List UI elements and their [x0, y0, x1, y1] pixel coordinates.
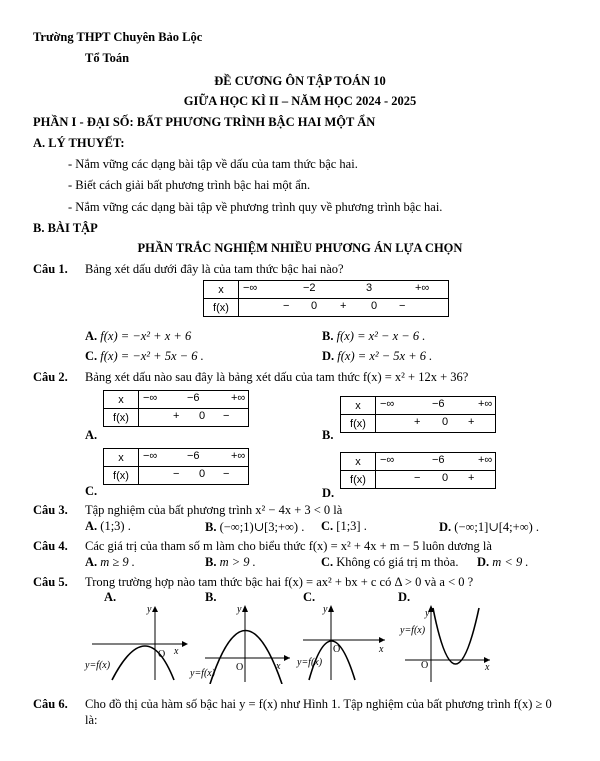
- sign-table-q2-d: x −∞ −6 +∞ f(x) − 0 +: [340, 452, 496, 489]
- sign-table-q2-a: x −∞ −6 +∞ f(x) + 0 −: [103, 390, 249, 427]
- school-name: Trường THPT Chuyên Bảo Lộc: [33, 30, 203, 44]
- option-a[interactable]: A. m ≥ 9 .: [85, 555, 135, 569]
- question-label: Câu 4.: [33, 539, 68, 553]
- option-d[interactable]: D.: [398, 590, 411, 604]
- option-b[interactable]: B.: [322, 428, 334, 442]
- option-c[interactable]: C. [1;3] .: [321, 519, 367, 533]
- svg-text:O: O: [333, 644, 341, 655]
- exercise-subheading: PHẦN TRẮC NGHIỆM NHIỀU PHƯƠNG ÁN LỰA CHỌN: [137, 241, 463, 255]
- graph-label: y=f(x): [400, 625, 426, 636]
- svg-text:y: y: [147, 604, 152, 615]
- question-text: Bảng xét dấu nào sau đây là bảng xét dấu của tam thức f(x) = x² + 12x + 36?: [85, 370, 469, 384]
- parabola-curve: [210, 631, 282, 685]
- question-label: Câu 5.: [33, 575, 68, 589]
- svg-text:y: y: [425, 608, 430, 619]
- graph-c: [295, 602, 395, 682]
- sign-table-q2-b: x −∞ −6 +∞ f(x) + 0 +: [340, 396, 496, 433]
- question-text: Cho đồ thị của hàm số bậc hai y = f(x) như Hình 1. Tập nghiệm của bất phương trình f(x) ≥ 0: [85, 697, 552, 711]
- graph-label: y=f(x): [297, 657, 323, 668]
- svg-text:y: y: [237, 604, 242, 615]
- option-d[interactable]: D. m < 9 .: [477, 555, 529, 569]
- svg-text:x: x: [276, 661, 281, 672]
- option-c[interactable]: C.: [303, 590, 316, 604]
- sign-table-q1: x −∞ −2 3 +∞ f(x) − 0 + 0 −: [203, 280, 449, 317]
- theory-item: - Nắm vững các dạng bài tập về phương trình quy về phương trình bậc hai.: [68, 200, 443, 214]
- table-fx-label: f(x): [204, 299, 239, 317]
- option-b[interactable]: B. m > 9 .: [205, 555, 256, 569]
- parabola-curve: [433, 608, 479, 664]
- question-label: Câu 1.: [33, 262, 68, 276]
- option-d[interactable]: D.: [322, 486, 335, 500]
- option-a[interactable]: A. f(x) = −x² + x + 6: [85, 329, 192, 343]
- question-text: Tập nghiệm của bất phương trình x² − 4x + 3 < 0 là: [85, 503, 343, 517]
- svg-text:x: x: [485, 662, 490, 673]
- theory-item: - Biết cách giải bất phương trình bậc hai một ẩn.: [68, 178, 311, 192]
- option-c[interactable]: C. Không có giá trị m thỏa.: [321, 555, 459, 569]
- part-heading: PHẦN I - ĐẠI SỐ: BẤT PHƯƠNG TRÌNH BẬC HAI MỘT ẨN: [33, 115, 376, 129]
- option-a[interactable]: A.: [104, 590, 117, 604]
- question-label: Câu 3.: [33, 503, 68, 517]
- department: Tổ Toán: [85, 51, 130, 65]
- svg-text:y: y: [323, 604, 328, 615]
- theory-heading: A. LÝ THUYẾT:: [33, 136, 125, 150]
- option-d[interactable]: D. f(x) = x² − 5x + 6 .: [322, 349, 433, 363]
- svg-text:O: O: [158, 649, 166, 660]
- doc-title: ĐỀ CƯƠNG ÔN TẬP TOÁN 10: [214, 74, 386, 88]
- option-b[interactable]: B. f(x) = x² − x − 6 .: [322, 329, 426, 343]
- option-d[interactable]: D. (−∞;1]∪[4;+∞) .: [439, 520, 540, 534]
- graph-d: [395, 602, 495, 684]
- exercise-heading: B. BÀI TẬP: [33, 221, 98, 235]
- question-text-cont: là:: [85, 713, 98, 727]
- svg-text:O: O: [421, 660, 429, 671]
- option-a[interactable]: A.: [85, 428, 98, 442]
- question-text: Các giá trị của tham số m làm cho biểu thức f(x) = x² + 4x + m − 5 luôn dương là: [85, 539, 492, 553]
- option-b[interactable]: B. (−∞;1)∪[3;+∞) .: [205, 520, 305, 534]
- question-label: Câu 2.: [33, 370, 68, 384]
- question-text: Bảng xét dấu dưới đây là của tam thức bậc hai nào?: [85, 262, 344, 276]
- graph-label: y=f(x): [190, 668, 216, 679]
- svg-text:x: x: [379, 644, 384, 655]
- doc-subtitle: GIỮA HỌC KÌ II – NĂM HỌC 2024 - 2025: [183, 94, 417, 108]
- svg-text:x: x: [174, 646, 179, 657]
- svg-text:O: O: [236, 662, 244, 673]
- graph-label: y=f(x): [85, 660, 111, 671]
- sign-table-q2-c: x −∞ −6 +∞ f(x) − 0 −: [103, 448, 249, 485]
- option-c[interactable]: C. f(x) = −x² + 5x − 6 .: [85, 349, 204, 363]
- table-x-label: x: [204, 281, 239, 299]
- option-a[interactable]: A. (1;3) .: [85, 519, 131, 533]
- option-c[interactable]: C.: [85, 484, 98, 498]
- question-text: Trong trường hợp nào tam thức bậc hai f(x) = ax² + bx + c có Δ > 0 và a < 0 ?: [85, 575, 474, 589]
- option-b[interactable]: B.: [205, 590, 217, 604]
- question-label: Câu 6.: [33, 697, 68, 711]
- theory-item: - Nắm vững các dạng bài tập về dấu của tam thức bậc hai.: [68, 157, 358, 171]
